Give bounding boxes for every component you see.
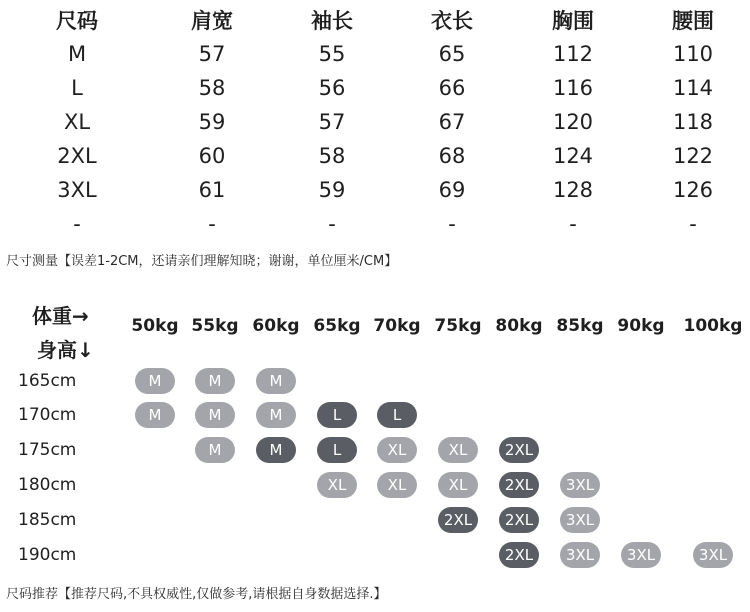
- height-row-label: 185cm: [18, 510, 77, 530]
- size-recommendation-badge: M: [256, 402, 296, 428]
- size-table-header-cell: 袖长: [311, 9, 353, 33]
- size-recommendation-badge: L: [317, 402, 357, 428]
- size-table-row: [0, 37, 750, 71]
- size-recommendation-badge: M: [135, 402, 175, 428]
- size-table-row: [0, 105, 750, 139]
- recommendation-note: 尺码推荐【推荐尺码,不具权威性,仅做参考,请根据自身数据选择.】: [6, 587, 387, 602]
- size-table-cell: 66: [438, 76, 466, 100]
- size-table-cell: -: [448, 212, 456, 236]
- size-table-cell: 56: [318, 76, 346, 100]
- weight-header-cell: 60kg: [252, 316, 300, 336]
- size-table-header-cell: 尺码: [56, 9, 98, 33]
- size-recommendation-badge: XL: [377, 437, 417, 463]
- size-recommendation-badge: XL: [377, 472, 417, 498]
- size-table-cell: 58: [198, 76, 226, 100]
- size-table-row: [0, 207, 750, 241]
- size-table-cell: 122: [672, 144, 714, 168]
- weight-header-cell: 50kg: [131, 316, 179, 336]
- size-table-cell: 110: [672, 42, 714, 66]
- size-recommendation-badge: 3XL: [693, 542, 733, 568]
- weight-header-cell: 80kg: [495, 316, 543, 336]
- weight-header-cell: 55kg: [191, 316, 239, 336]
- size-table-header-cell: 胸围: [552, 9, 594, 33]
- size-recommendation-badge: 3XL: [560, 507, 600, 533]
- height-row-label: 175cm: [18, 440, 77, 460]
- size-table-header-cell: 衣长: [431, 9, 473, 33]
- size-table-row: [0, 173, 750, 207]
- size-table-cell: 120: [552, 110, 594, 134]
- size-recommendation-badge: M: [195, 402, 235, 428]
- size-table-cell: 57: [198, 42, 226, 66]
- size-table-cell: M: [67, 42, 87, 66]
- weight-header-cell: 90kg: [617, 316, 665, 336]
- size-table-cell: 114: [672, 76, 714, 100]
- size-recommendation-badge: XL: [317, 472, 357, 498]
- size-recommendation-badge: M: [195, 437, 235, 463]
- size-table-cell: 68: [438, 144, 466, 168]
- weight-header-cell: 70kg: [373, 316, 421, 336]
- size-table-cell: 124: [552, 144, 594, 168]
- weight-header-cell: 65kg: [313, 316, 361, 336]
- size-table-cell: 2XL: [57, 144, 97, 168]
- size-recommendation-badge: 3XL: [560, 542, 600, 568]
- size-table-cell: 116: [552, 76, 594, 100]
- size-recommendation-badge: 2XL: [438, 507, 478, 533]
- size-table-cell: 61: [198, 178, 226, 202]
- size-recommendation-badge: M: [195, 368, 235, 394]
- height-row-label: 190cm: [18, 545, 77, 565]
- size-recommendation-badge: M: [256, 368, 296, 394]
- size-table-cell: 67: [438, 110, 466, 134]
- size-table-cell: 59: [198, 110, 226, 134]
- size-table-header: [0, 4, 750, 38]
- size-table-cell: 57: [318, 110, 346, 134]
- weight-header-cell: 85kg: [556, 316, 604, 336]
- size-table-header-cell: 肩宽: [191, 9, 233, 33]
- size-recommendation-badge: L: [377, 402, 417, 428]
- size-table-cell: 128: [552, 178, 594, 202]
- size-table-cell: -: [208, 212, 216, 236]
- size-table-cell: 126: [672, 178, 714, 202]
- size-table-row: [0, 139, 750, 173]
- size-table-cell: 55: [318, 42, 346, 66]
- size-recommendation-badge: 3XL: [621, 542, 661, 568]
- size-table-cell: XL: [63, 110, 91, 134]
- size-table-cell: -: [689, 212, 697, 236]
- size-table-cell: 118: [672, 110, 714, 134]
- size-table-row: [0, 71, 750, 105]
- height-row-label: 180cm: [18, 475, 77, 495]
- size-recommendation-badge: 2XL: [499, 437, 539, 463]
- size-table-cell: 112: [552, 42, 594, 66]
- size-recommendation-badge: 2XL: [499, 472, 539, 498]
- size-recommendation-badge: L: [317, 437, 357, 463]
- size-table-header-cell: 腰围: [672, 9, 714, 33]
- size-table-cell: 69: [438, 178, 466, 202]
- size-table-cell: 59: [318, 178, 346, 202]
- size-table-cell: -: [569, 212, 577, 236]
- size-table-cell: 60: [198, 144, 226, 168]
- size-table-cell: 3XL: [57, 178, 97, 202]
- size-recommendation-badge: XL: [438, 472, 478, 498]
- size-recommendation-badge: M: [256, 437, 296, 463]
- size-recommendation-badge: 2XL: [499, 507, 539, 533]
- size-table-cell: -: [73, 212, 81, 236]
- height-row-label: 165cm: [18, 371, 77, 391]
- weight-axis-label: 体重→: [32, 304, 89, 328]
- measurement-note: 尺寸测量【误差1-2CM，还请亲们理解知晓；谢谢，单位厘米/CM】: [6, 254, 398, 269]
- size-recommendation-badge: M: [135, 368, 175, 394]
- size-table-cell: -: [328, 212, 336, 236]
- height-row-label: 170cm: [18, 405, 77, 425]
- size-table-cell: 58: [318, 144, 346, 168]
- height-axis-label: 身高↓: [37, 338, 94, 362]
- size-table-cell: L: [71, 76, 83, 100]
- weight-header-cell: 75kg: [434, 316, 482, 336]
- size-table-cell: 65: [438, 42, 466, 66]
- size-recommendation-badge: XL: [438, 437, 478, 463]
- size-recommendation-badge: 2XL: [499, 542, 539, 568]
- size-recommendation-badge: 3XL: [560, 472, 600, 498]
- weight-header-cell: 100kg: [683, 316, 743, 336]
